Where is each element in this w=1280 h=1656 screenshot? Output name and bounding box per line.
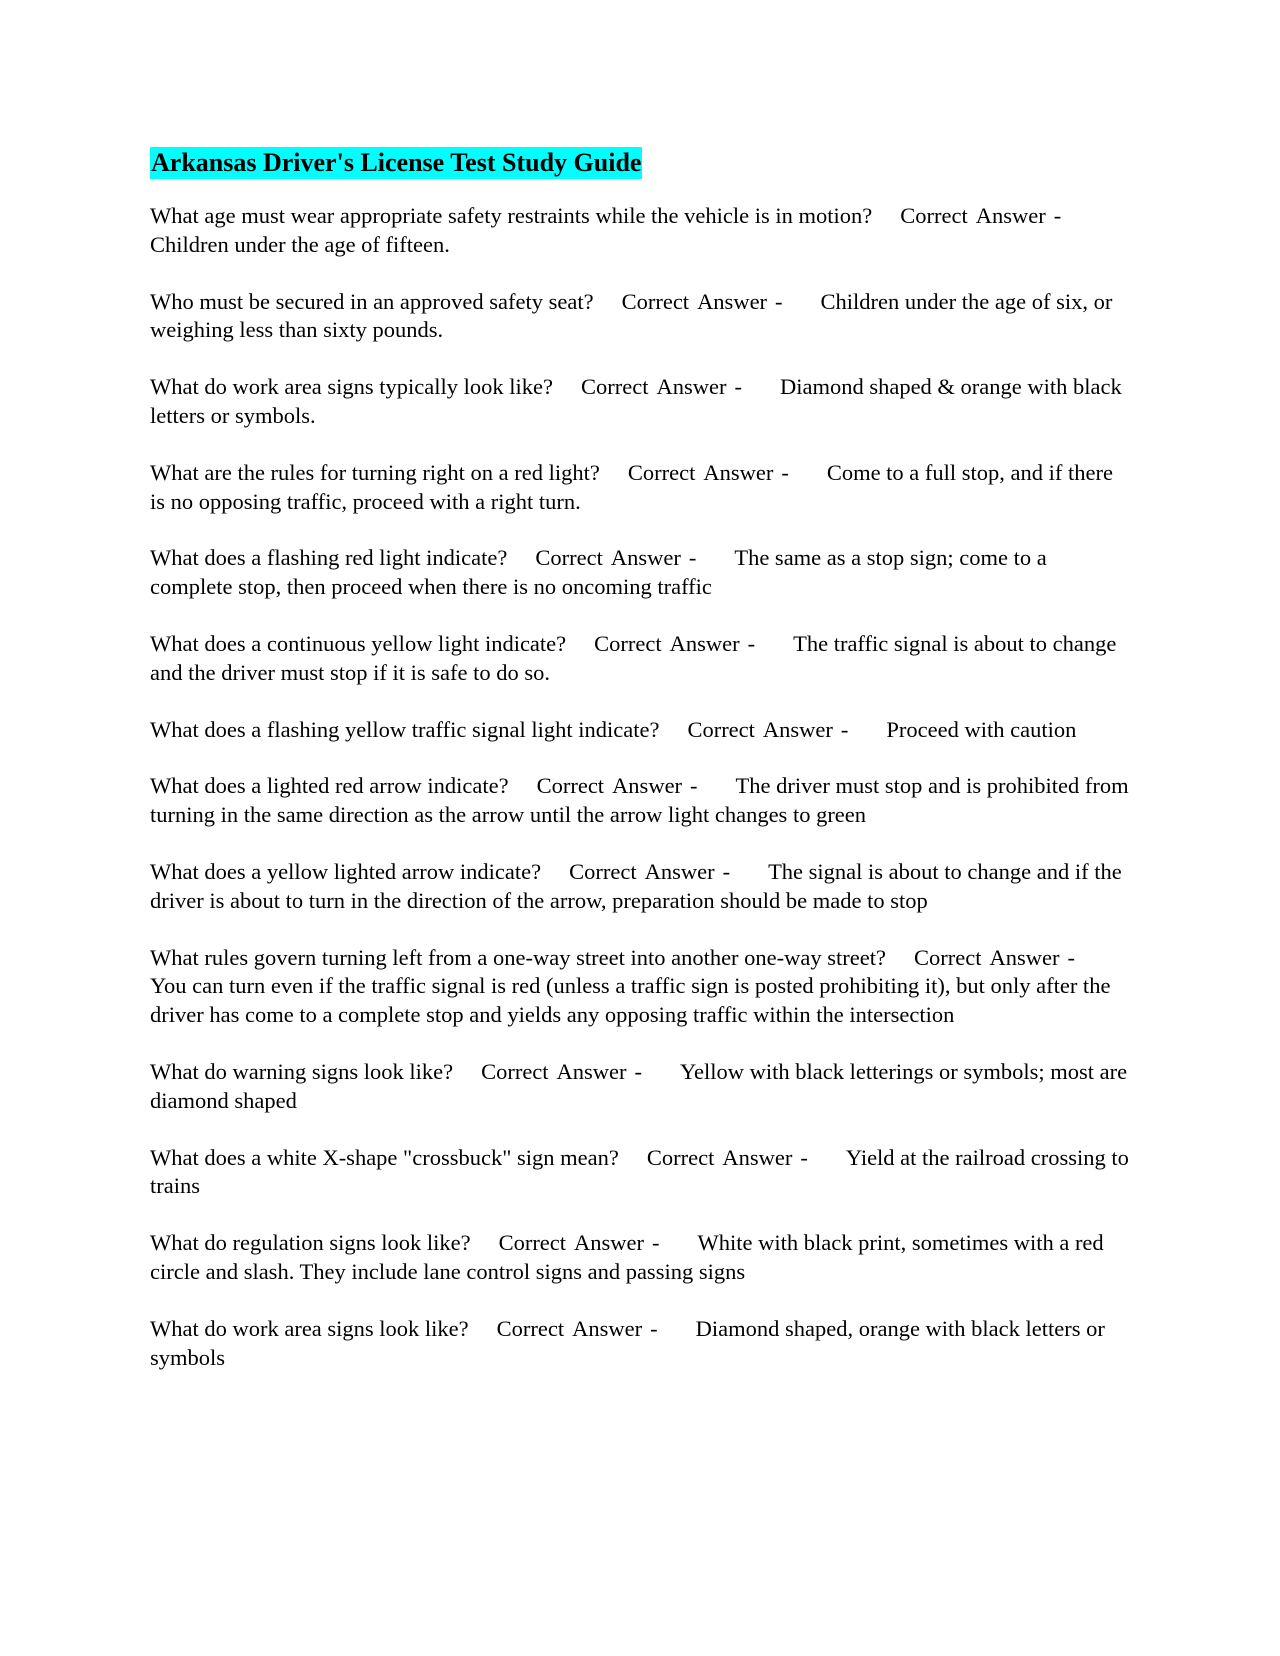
answer-text: Yellow with black letterings or symbols; most are diamond shaped (150, 1058, 1128, 1113)
answer-text: Diamond shaped, orange with black letters or symbols (150, 1315, 1105, 1370)
answer-text: Children under the age of fifteen. (150, 231, 450, 257)
answer-dash: - (840, 716, 849, 742)
question-text: What age must wear appropriate safety restraints while the vehicle is in motion? (150, 203, 873, 228)
answer-label-correct: Correct (481, 1058, 549, 1084)
answer-text: Yield at the railroad crossing to trains (150, 1144, 1129, 1199)
question-text: What rules govern turning left from a one-way street into another one-way street? (150, 944, 886, 970)
answer-dash: - (775, 288, 783, 314)
answer-label-answer: Answer (610, 545, 681, 571)
answer-dash: - (781, 459, 789, 485)
qa-item (150, 373, 1130, 431)
qa-item (150, 1144, 1130, 1202)
answer-text: White with black print, sometimes with a red circle and slash. They include lane control signs and passing signs (150, 1230, 1104, 1284)
question-text: What does a lighted red arrow indicate? (150, 773, 509, 799)
answer-dash: - (690, 773, 698, 799)
qa-item (150, 772, 1130, 830)
answer-dash: - (652, 1230, 660, 1256)
qa-item (150, 858, 1130, 916)
question-text: What do work area signs look like? (150, 1315, 469, 1341)
answer-label-correct: Correct (498, 1230, 567, 1256)
answer-text: The signal is about to change and if the driver is about to turn in the direction of the arrow, preparation should be made to stop (150, 858, 1122, 913)
question-text: What does a continuous yellow light indicate? (150, 630, 567, 656)
answer-text: You can turn even if the traffic signal is red (unless a traffic sign is posted prohibiting it), but only after the driver has come to a complete stop and yields any opposing traffic within the intersection (150, 973, 1111, 1028)
answer-text: The traffic signal is about to change and the driver must stop if it is safe to do so. (150, 630, 1117, 685)
qa-item (150, 459, 1130, 517)
qa-item (150, 1229, 1130, 1287)
answer-label-correct: Correct (535, 545, 603, 571)
answer-label-answer: Answer (572, 1315, 643, 1341)
answer-dash: - (1053, 203, 1062, 228)
question-text: What does a white X-shape "crossbuck" sign mean? (150, 1144, 619, 1170)
answer-text: Diamond shaped & orange with black letters or symbols. (150, 374, 1122, 428)
answer-label-answer: Answer (644, 858, 715, 884)
answer-label-correct: Correct (627, 459, 696, 485)
answer-label-correct: Correct (581, 374, 649, 400)
document-title: Arkansas Driver's License Test Study Guide (151, 148, 642, 177)
answer-label-answer: Answer (975, 203, 1046, 228)
answer-label-correct: Correct (687, 716, 755, 742)
question-text: What do regulation signs look like? (150, 1230, 471, 1256)
answer-text: Children under the age of six, or weighing less than sixty pounds. (150, 288, 1113, 343)
answer-text: Proceed with caution (886, 716, 1077, 742)
question-text: What do work area signs typically look like? (150, 374, 554, 400)
answer-label-answer: Answer (722, 1144, 793, 1170)
qa-item (150, 1058, 1130, 1116)
qa-item (150, 1315, 1130, 1373)
answer-dash: - (747, 630, 756, 656)
answer-dash: - (800, 1144, 808, 1170)
qa-list (150, 202, 1130, 1372)
qa-item (150, 202, 1130, 260)
answer-dash: - (734, 374, 742, 400)
question-text: What do warning signs look like? (150, 1058, 454, 1084)
answer-dash: - (1067, 944, 1075, 970)
answer-label-correct: Correct (594, 630, 662, 656)
answer-label-correct: Correct (900, 203, 968, 228)
qa-item (150, 944, 1130, 1030)
answer-dash: - (634, 1058, 643, 1084)
question-text: What does a flashing red light indicate? (150, 545, 508, 571)
answer-label-answer: Answer (762, 716, 833, 742)
question-text: What does a yellow lighted arrow indicate? (150, 858, 542, 884)
answer-label-correct: Correct (646, 1144, 715, 1170)
answer-label-correct: Correct (913, 944, 982, 970)
question-text: What are the rules for turning right on a red light? (150, 459, 600, 485)
answer-label-answer: Answer (989, 944, 1060, 970)
answer-label-answer: Answer (697, 288, 768, 314)
answer-label-correct: Correct (621, 288, 690, 314)
answer-text: Come to a full stop, and if there is no opposing traffic, proceed with a right turn. (150, 459, 1113, 514)
answer-dash: - (688, 545, 697, 571)
answer-dash: - (722, 858, 731, 884)
qa-item (150, 716, 1130, 745)
answer-label-answer: Answer (556, 1058, 627, 1084)
document-content (150, 147, 1130, 1400)
answer-label-correct: Correct (496, 1315, 565, 1341)
answer-label-answer: Answer (656, 374, 727, 400)
answer-label-correct: Correct (536, 773, 605, 799)
qa-item (150, 544, 1130, 602)
question-text: Who must be secured in an approved safety seat? (150, 288, 594, 314)
answer-text: The driver must stop and is prohibited from turning in the same direction as the arrow until the arrow light changes to green (150, 773, 1129, 828)
answer-label-answer: Answer (703, 459, 774, 485)
answer-label-answer: Answer (574, 1230, 645, 1256)
qa-item (150, 630, 1130, 688)
answer-label-correct: Correct (569, 858, 637, 884)
question-text: What does a flashing yellow traffic signal light indicate? (150, 716, 660, 742)
answer-label-answer: Answer (669, 630, 740, 656)
answer-dash: - (650, 1315, 658, 1341)
answer-text: The same as a stop sign; come to a complete stop, then proceed when there is no oncoming traffic (150, 545, 1047, 600)
answer-label-answer: Answer (612, 773, 683, 799)
qa-item (150, 288, 1130, 346)
